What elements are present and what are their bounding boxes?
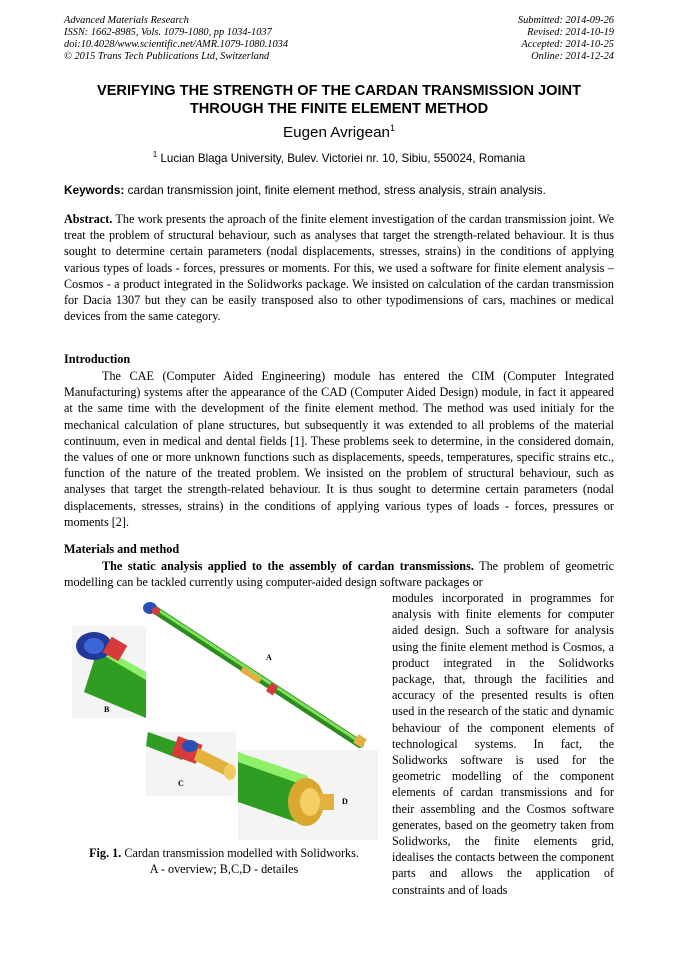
author: [0, 123, 678, 141]
materials-lead: [64, 558, 614, 590]
materials-column-text: modules incorporated in programmes for analysis with finite elements for computer aided design. Such a software for analysis using the finite element method is Cosmos, a product integrated in the Solidworks package, that, through the facilities and accuracy of the presented results is often used in the research of the static and dynamic behaviour of the component elements of technological systems. In fact, the Solidworks software is used for the geometric modelling of the component elements of cardan transmissions and for their assembling and the Cosmos software generates, based on the geometry taken from Solidworks, the finite elements grid, idealises the contacts between the component parts and allows the application of constraints and of loads: [392, 591, 614, 897]
cardan-detail-d: [238, 750, 378, 840]
keywords-text: cardan transmission joint, finite element method, stress analysis, strain analysis.: [124, 183, 546, 197]
materials-lead-bold: The static analysis applied to the assembly of cardan transmissions.: [102, 559, 474, 573]
keywords: [64, 183, 624, 197]
affiliation-sup: 1: [152, 150, 158, 159]
abstract: [64, 211, 614, 324]
accepted-date: Accepted: 2014-10-25: [521, 39, 614, 50]
revised-date: Revised: 2014-10-19: [527, 27, 614, 38]
submitted-date: Submitted: 2014-09-26: [517, 15, 614, 26]
affiliation-text: Lucian Blaga University, Bulev. Victoriei nr. 10, Sibiu, 550024, Romania: [157, 151, 526, 165]
cardan-overview-a: [143, 602, 367, 748]
author-sup: 1: [389, 123, 395, 133]
caption-line2: A - overview; B,C,D - detailes: [149, 862, 299, 877]
doi-line: doi:10.4028/www.scientific.net/AMR.1079-1080.1034: [64, 39, 289, 50]
paper-title: VERIFYING THE STRENGTH OF THE CARDAN TRANSMISSION JOINT THROUGH THE FINITE ELEMENT METHOD: [96, 83, 582, 117]
materials-heading: Materials and method: [64, 542, 180, 556]
materials-lead-text: The problem of geometric modelling can be tackled currently using computer-aided design software packages or: [64, 559, 614, 590]
figure-label-c: C: [178, 779, 184, 788]
figure-label-b: B: [104, 705, 110, 714]
cardan-detail-c: [146, 732, 236, 796]
online-date: Online: 2014-12-24: [531, 51, 614, 62]
issn-line: ISSN: 1662-8985, Vols. 1079-1080, pp 1034-1037: [64, 27, 272, 38]
abstract-label: Abstract.: [64, 212, 113, 226]
caption-bold: Fig. 1.: [89, 846, 122, 860]
author-name: Eugen Avrigean: [283, 124, 390, 142]
journal-header-left: [64, 15, 288, 63]
introduction-heading: Introduction: [64, 352, 131, 366]
figure-label-a: A: [266, 653, 272, 662]
journal-header-right: [518, 15, 614, 63]
caption-text: Cardan transmission modelled with Solidworks.: [121, 846, 359, 860]
copyright-line: © 2015 Trans Tech Publications Ltd, Switzerland: [64, 51, 270, 62]
figure-caption: [64, 845, 384, 877]
affiliation: [0, 150, 678, 165]
figure-1-cardan-render: [70, 596, 382, 844]
keywords-label: Keywords:: [64, 183, 125, 197]
figure-label-d: D: [342, 797, 348, 806]
introduction-text: The CAE (Computer Aided Engineering) module has entered the CIM (Computer Integrated Manufacturing) systems after the appearance of the CAD (Computer Aided Design) module, in fact it appeared at the same time with the development of the finite element method. The method was used initialy for the mechanical calculation of plane structures, but subsequently it was extended to all problems of the material continuum, even in medical and dental fields [1]. These problems seek to determine, in the considered domain, the values of one or more unknown functions such as displacements, speeds, temperatures, specific strains etc., function of the nature of the treated problem. We insisted on the problem of structural behaviour, such as analyses that target the strength-related behaviour. It is thus sought to determine certain parameters (nodal displacements, stresses, strains) in the conditions of applying various types of loads - forces, pressures or moments [2].: [64, 369, 614, 529]
abstract-text: The work presents the aproach of the finite element investigation of the cardan transmission joint. We treat the problem of structural behaviour, such as analyses that target the strength-related behaviour. It is thus sought to determine certain parameters (nodal displacements, stresses, strains) in the conditions of applying various types of loads - forces, pressures or moments. For this, we used a software for finite element analysis – Cosmos - a product integrated in the Solidworks package. We insisted on calculation of the cardan transmission for Dacia 1307 but they can be easily transposed also to other typodimensions of cars, machines or medical devices from the same category.: [64, 212, 614, 324]
journal-name: Advanced Materials Research: [64, 15, 189, 26]
